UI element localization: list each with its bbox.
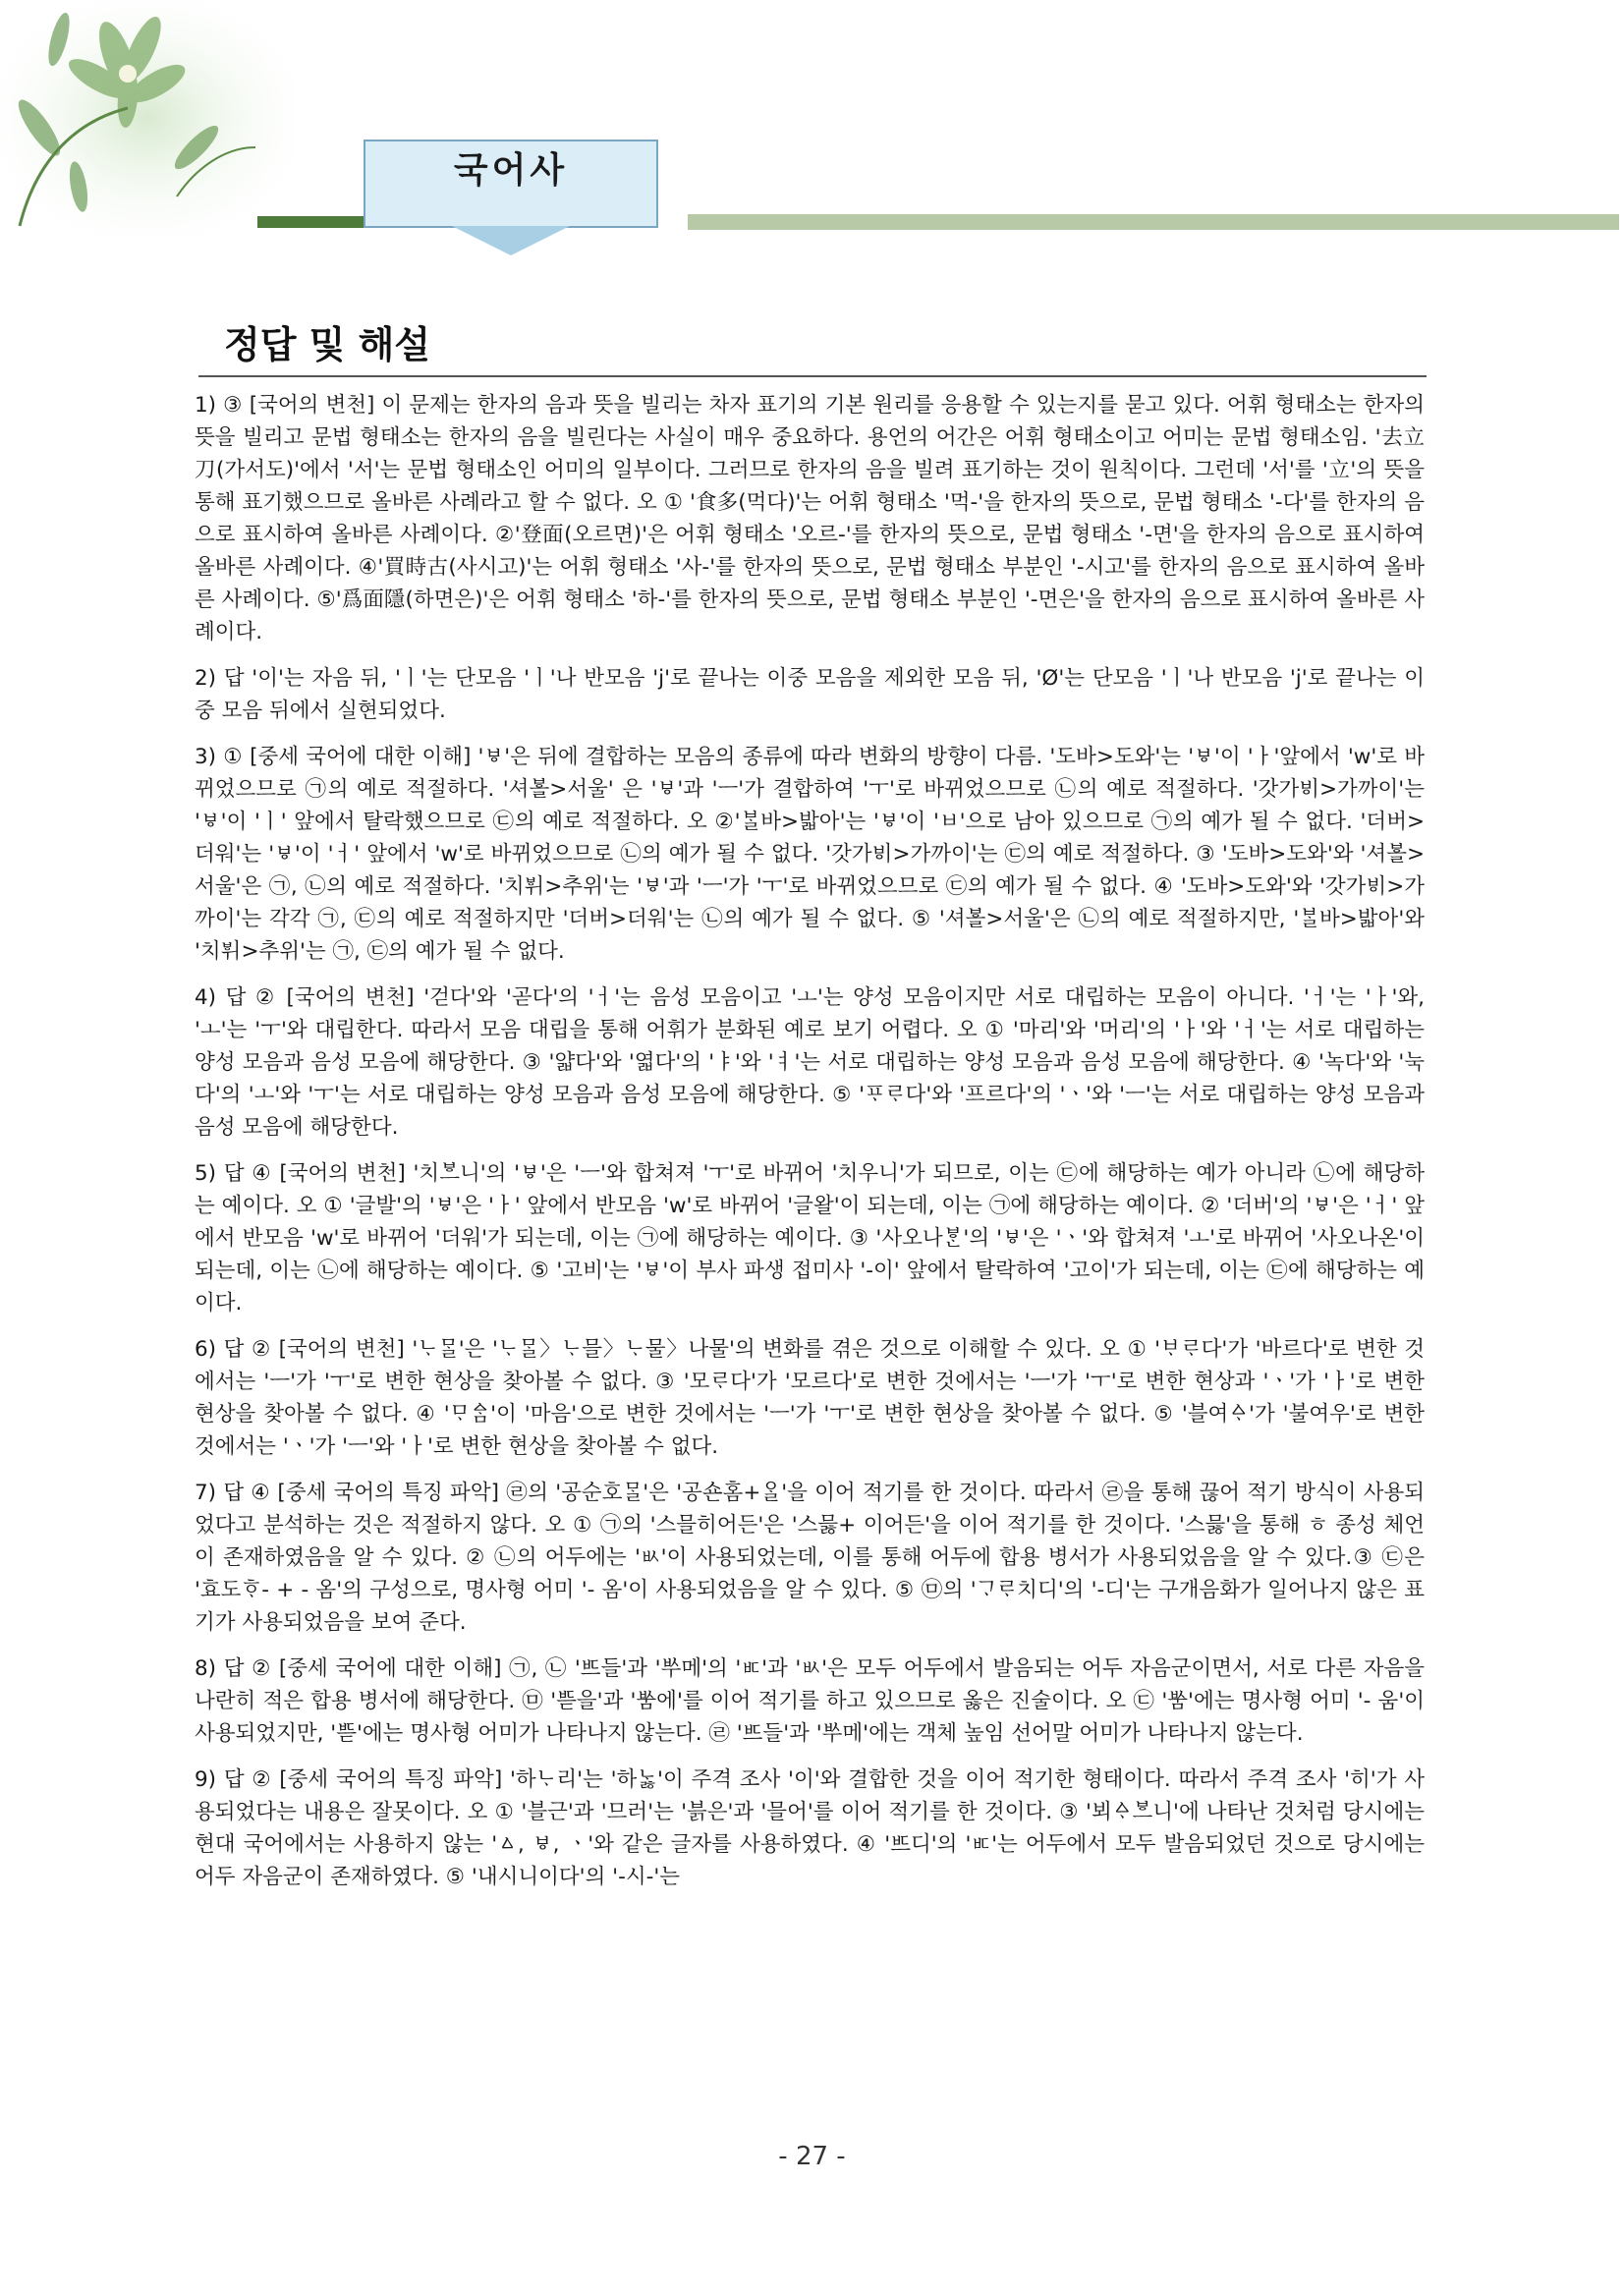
list-item	[195, 1764, 1425, 1893]
down-arrow-icon	[452, 226, 570, 255]
list-item	[195, 741, 1425, 968]
header-bar-right	[688, 214, 1619, 230]
item-text: 답 ④ [중세 국어의 특징 파악] ㉣의 '공순호ᄆᆞᆯ'은 '공숀홈+ᄋᆞᆯ'을 이어 적기를 한 것이다. 따라서 ㉣을 통해 끊어 적기 방식이 사용되었다고 분석하는 것은 적절하지 않다. 오 ① ㉠의 '스믈히어든'은 '스믏+ 이어든'을 이어 적기를 한 것이다. '스믏'을 통해 ㅎ 종성 체언이 존재하였음을 알 수 있다. ② ㉡의 어두에는 'ㅄ'이 사용되었는데, 이를 통해 어두에 합용 병서가 사용되었음을 알 수 있다.③ ㉢은 '효도ᄒᆞ- + - 옴'의 구성으로, 명사형 어미 '- 옴'이 사용되었음을 알 수 있다. ⑤ ㉤의 'ᄀᆞᄅᆞ치디'의 '-디'는 구개음화가 일어나지 않은 표기가 사용되었음을 보여 준다.	[195, 1481, 1425, 1635]
item-number: 8)	[195, 1656, 217, 1681]
item-number: 3)	[195, 745, 217, 769]
page-number: - 27 -	[778, 2142, 846, 2171]
item-text: 답 ② [국어의 변천] 'ᄂᆞᄆᆞᆯ'은 'ᄂᆞᄆᆞᆯ〉ᄂᆞ믈〉ᄂᆞ물〉나물'의 변화를 겪은 것으로 이해할 수 있다. 오 ① 'ᄇᆞᄅᆞ다'가 '바르다'로 변한 것에서는 'ㅡ'가 'ㅜ'로 변한 현상을 찾아볼 수 없다. ③ '모ᄅᆞ다'가 '모르다'로 변한 것에서는 'ㅡ'가 'ㅜ'로 변한 현상과 'ㆍ'가 'ㅏ'로 변한 현상을 찾아볼 수 없다. ④ 'ᄆᆞᅀᆞᆷ'이 '마음'으로 변한 것에서는 'ㅡ'가 'ㅜ'로 변한 현상을 찾아볼 수 없다. ⑤ '블여ᅀᆞ'가 '불여우'로 변한 것에서는 'ㆍ'가 'ㅡ'와 'ㅏ'로 변한 현상을 찾아볼 수 없다.	[195, 1337, 1425, 1459]
item-text: 답 '이'는 자음 뒤, 'ㅣ'는 단모음 'ㅣ'나 반모음 'j'로 끝나는 이중 모음을 제외한 모음 뒤, 'Ø'는 단모음 'ㅣ'나 반모음 'j'로 끝나는 이중 모음 뒤에서 실현되었다.	[195, 666, 1425, 723]
header-bar-left	[257, 216, 375, 228]
list-item	[195, 662, 1425, 727]
item-text: 답 ② [중세 국어의 특징 파악] '하ᄂᆞ리'는 '하ᄂᆞᆶ'이 주격 조사 '이'와 결합한 것을 이어 적기한 형태이다. 따라서 주격 조사 '히'가 사용되었다는 내용은 잘못이다. 오 ① '블근'과 '므러'는 '븕은'과 '믈어'를 이어 적기를 한 것이다. ③ '뵈ᅀᆞᄫᅳ니'에 나타난 것처럼 당시에는 현대 국어에서는 사용하지 않는 'ㅿ, ㅸ, ㆍ'와 같은 글자를 사용하였다. ④ 'ᄠᅳ디'의 'ㅳ'는 어두에서 모두 발음되었던 것으로 당시에는 어두 자음군이 존재하였다. ⑤ '내시니이다'의 '-시-'는	[195, 1767, 1425, 1889]
list-item	[195, 1652, 1425, 1750]
divider	[198, 375, 1427, 377]
list-item	[195, 981, 1425, 1144]
item-text: 답 ② [국어의 변천] '걷다'와 '곧다'의 'ㅓ'는 음성 모음이고 'ㅗ'는 양성 모음이지만 서로 대립하는 모음이 아니다. 'ㅓ'는 'ㅏ'와, 'ㅗ'는 'ㅜ'와 대립한다. 따라서 모음 대립을 통해 어휘가 분화된 예로 보기 어렵다. 오 ① '마리'와 '머리'의 'ㅏ'와 'ㅓ'는 서로 대립하는 양성 모음과 음성 모음에 해당한다. ③ '얇다'와 '엷다'의 'ㅑ'와 'ㅕ'는 서로 대립하는 양성 모음과 음성 모음에 해당한다. ④ '녹다'와 '눅다'의 'ㅗ'와 'ㅜ'는 서로 대립하는 양성 모음과 음성 모음에 해당한다. ⑤ 'ᄑᆞᄅᆞ다'와 '프르다'의 'ㆍ'와 'ㅡ'는 서로 대립하는 양성 모음과 음성 모음에 해당한다.	[195, 985, 1425, 1140]
subject-label: 국어사	[453, 150, 569, 191]
item-text: 답 ② [중세 국어에 대한 이해] ㉠, ㉡ 'ᄠᅳ들'과 'ᄡᅮ메'의 'ㅳ'과 'ㅄ'은 모두 어두에서 발음되는 어두 자음군이면서, 서로 다른 자음을 나란히 적은 합용 병서에 해당한다. ㉤ 'ᄠᅳᆮ을'과 'ᄡᅮᆷ에'를 이어 적기를 하고 있으므로 옳은 진술이다. 오 ㉢ 'ᄡᅮᆷ'에는 명사형 어미 '- 움'이 사용되었지만, 'ᄠᅳᆮ'에는 명사형 어미가 나타나지 않는다. ㉣ 'ᄠᅳ들'과 'ᄡᅮ메'에는 객체 높임 선어말 어미가 나타나지 않는다.	[195, 1656, 1425, 1746]
item-number: 5)	[195, 1161, 217, 1186]
item-number: 2)	[195, 666, 217, 691]
item-number: 4)	[195, 985, 217, 1010]
item-number: 9)	[195, 1767, 217, 1792]
item-text: ③ [국어의 변천] 이 문제는 한자의 음과 뜻을 빌리는 차자 표기의 기본 원리를 응용할 수 있는지를 묻고 있다. 어휘 형태소는 한자의 뜻을 빌리고 문법 형태소는 한자의 음을 빌린다는 사실이 매우 중요하다. 용언의 어간은 어휘 형태소이고 어미는 문법 형태소임. '去立刀(가서도)'에서 '서'는 문법 형태소인 어미의 일부이다. 그러므로 한자의 음을 빌려 표기하는 것이 원칙이다. 그런데 '서'를 '立'의 뜻을 통해 표기했으므로 올바른 사례라고 할 수 없다. 오 ① '食多(먹다)'는 어휘 형태소 '먹-'을 한자의 뜻으로, 문법 형태소 '-다'를 한자의 음으로 표시하여 올바른 사례이다. ②'登面(오르면)'은 어휘 형태소 '오르-'를 한자의 뜻으로, 문법 형태소 '-면'을 한자의 음으로 표시하여 올바른 사례이다. ④'買時古(사시고)'는 어휘 형태소 '사-'를 한자의 뜻으로, 문법 형태소 부분인 '-시고'를 한자의 음으로 표시하여 올바른 사례이다. ⑤'爲面隱(하면은)'은 어휘 형태소 '하-'를 한자의 뜻으로, 문법 형태소 부분인 '-면은'을 한자의 음으로 표시하여 올바른 사례이다.	[195, 393, 1425, 644]
list-item	[195, 1333, 1425, 1463]
answer-list	[195, 389, 1425, 1907]
flower-decoration	[0, 0, 295, 236]
item-number: 1)	[195, 393, 217, 418]
item-text: 답 ④ [국어의 변천] '치ᄫᅳ니'의 'ㅸ'은 'ㅡ'와 합쳐져 'ㅜ'로 바뀌어 '치우니'가 되므로, 이는 ㉢에 해당하는 예가 아니라 ㉡에 해당하는 예이다. 오 ① '글발'의 'ㅸ'은 'ㅏ' 앞에서 반모음 'w'로 바뀌어 '글왈'이 되는데, 이는 ㉠에 해당하는 예이다. ② '더버'의 'ㅸ'은 'ㅓ' 앞에서 반모음 'w'로 바뀌어 '더워'가 되는데, 이는 ㉠에 해당하는 예이다. ③ '사오나ᄫᆞᆫ'의 'ㅸ'은 'ㆍ'와 합쳐져 'ㅗ'로 바뀌어 '사오나온'이 되는데, 이는 ㉡에 해당하는 예이다. ⑤ '고비'는 'ㅸ'이 부사 파생 접미사 '-이' 앞에서 탈락하여 '고이'가 되는데, 이는 ㉢에 해당하는 예이다.	[195, 1161, 1425, 1316]
item-number: 7)	[195, 1481, 217, 1505]
item-text: ① [중세 국어에 대한 이해] 'ㅸ'은 뒤에 결합하는 모음의 종류에 따라 변화의 방향이 다름. '도바>도와'는 'ㅸ'이 'ㅏ'앞에서 'w'로 바뀌었으므로 ㉠의 예로 적절하다. '셔ᄫᅳᆯ>서울' 은 'ㅸ'과 'ㅡ'가 결합하여 'ㅜ'로 바뀌었으므로 ㉡의 예로 적절하다. '갓가ᄫᅵ>가까이'는 'ㅸ'이 'ㅣ' 앞에서 탈락했으므로 ㉢의 예로 적절하다. 오 ②'ᄇᆞᆯ바>밟아'는 'ㅸ'이 'ㅂ'으로 남아 있으므로 ㉠의 예가 될 수 없다. '더버>더워'는 'ㅸ'이 'ㅓ' 앞에서 'w'로 바뀌었으므로 ㉡의 예가 될 수 없다. '갓가ᄫᅵ>가까이'는 ㉢의 예로 적절하다. ③ '도바>도와'와 '셔ᄫᅳᆯ>서울'은 ㉠, ㉡의 예로 적절하다. '치ᄫᅱ>추위'는 'ㅸ'과 'ㅡ'가 'ㅜ'로 바뀌었으므로 ㉢의 예가 될 수 없다. ④ '도바>도와'와 '갓가ᄫᅵ>가까이'는 각각 ㉠, ㉢의 예로 적절하지만 '더버>더워'는 ㉡의 예가 될 수 없다. ⑤ '셔ᄫᅳᆯ>서울'은 ㉡의 예로 적절하지만, 'ᄇᆞᆯ바>밟아'와 '치ᄫᅱ>추위'는 ㉠, ㉢의 예가 될 수 없다.	[195, 745, 1426, 964]
page-title: 정답 및 해설	[224, 323, 430, 366]
list-item	[195, 1157, 1425, 1319]
list-item	[195, 389, 1425, 648]
item-number: 6)	[195, 1337, 217, 1362]
list-item	[195, 1477, 1425, 1639]
